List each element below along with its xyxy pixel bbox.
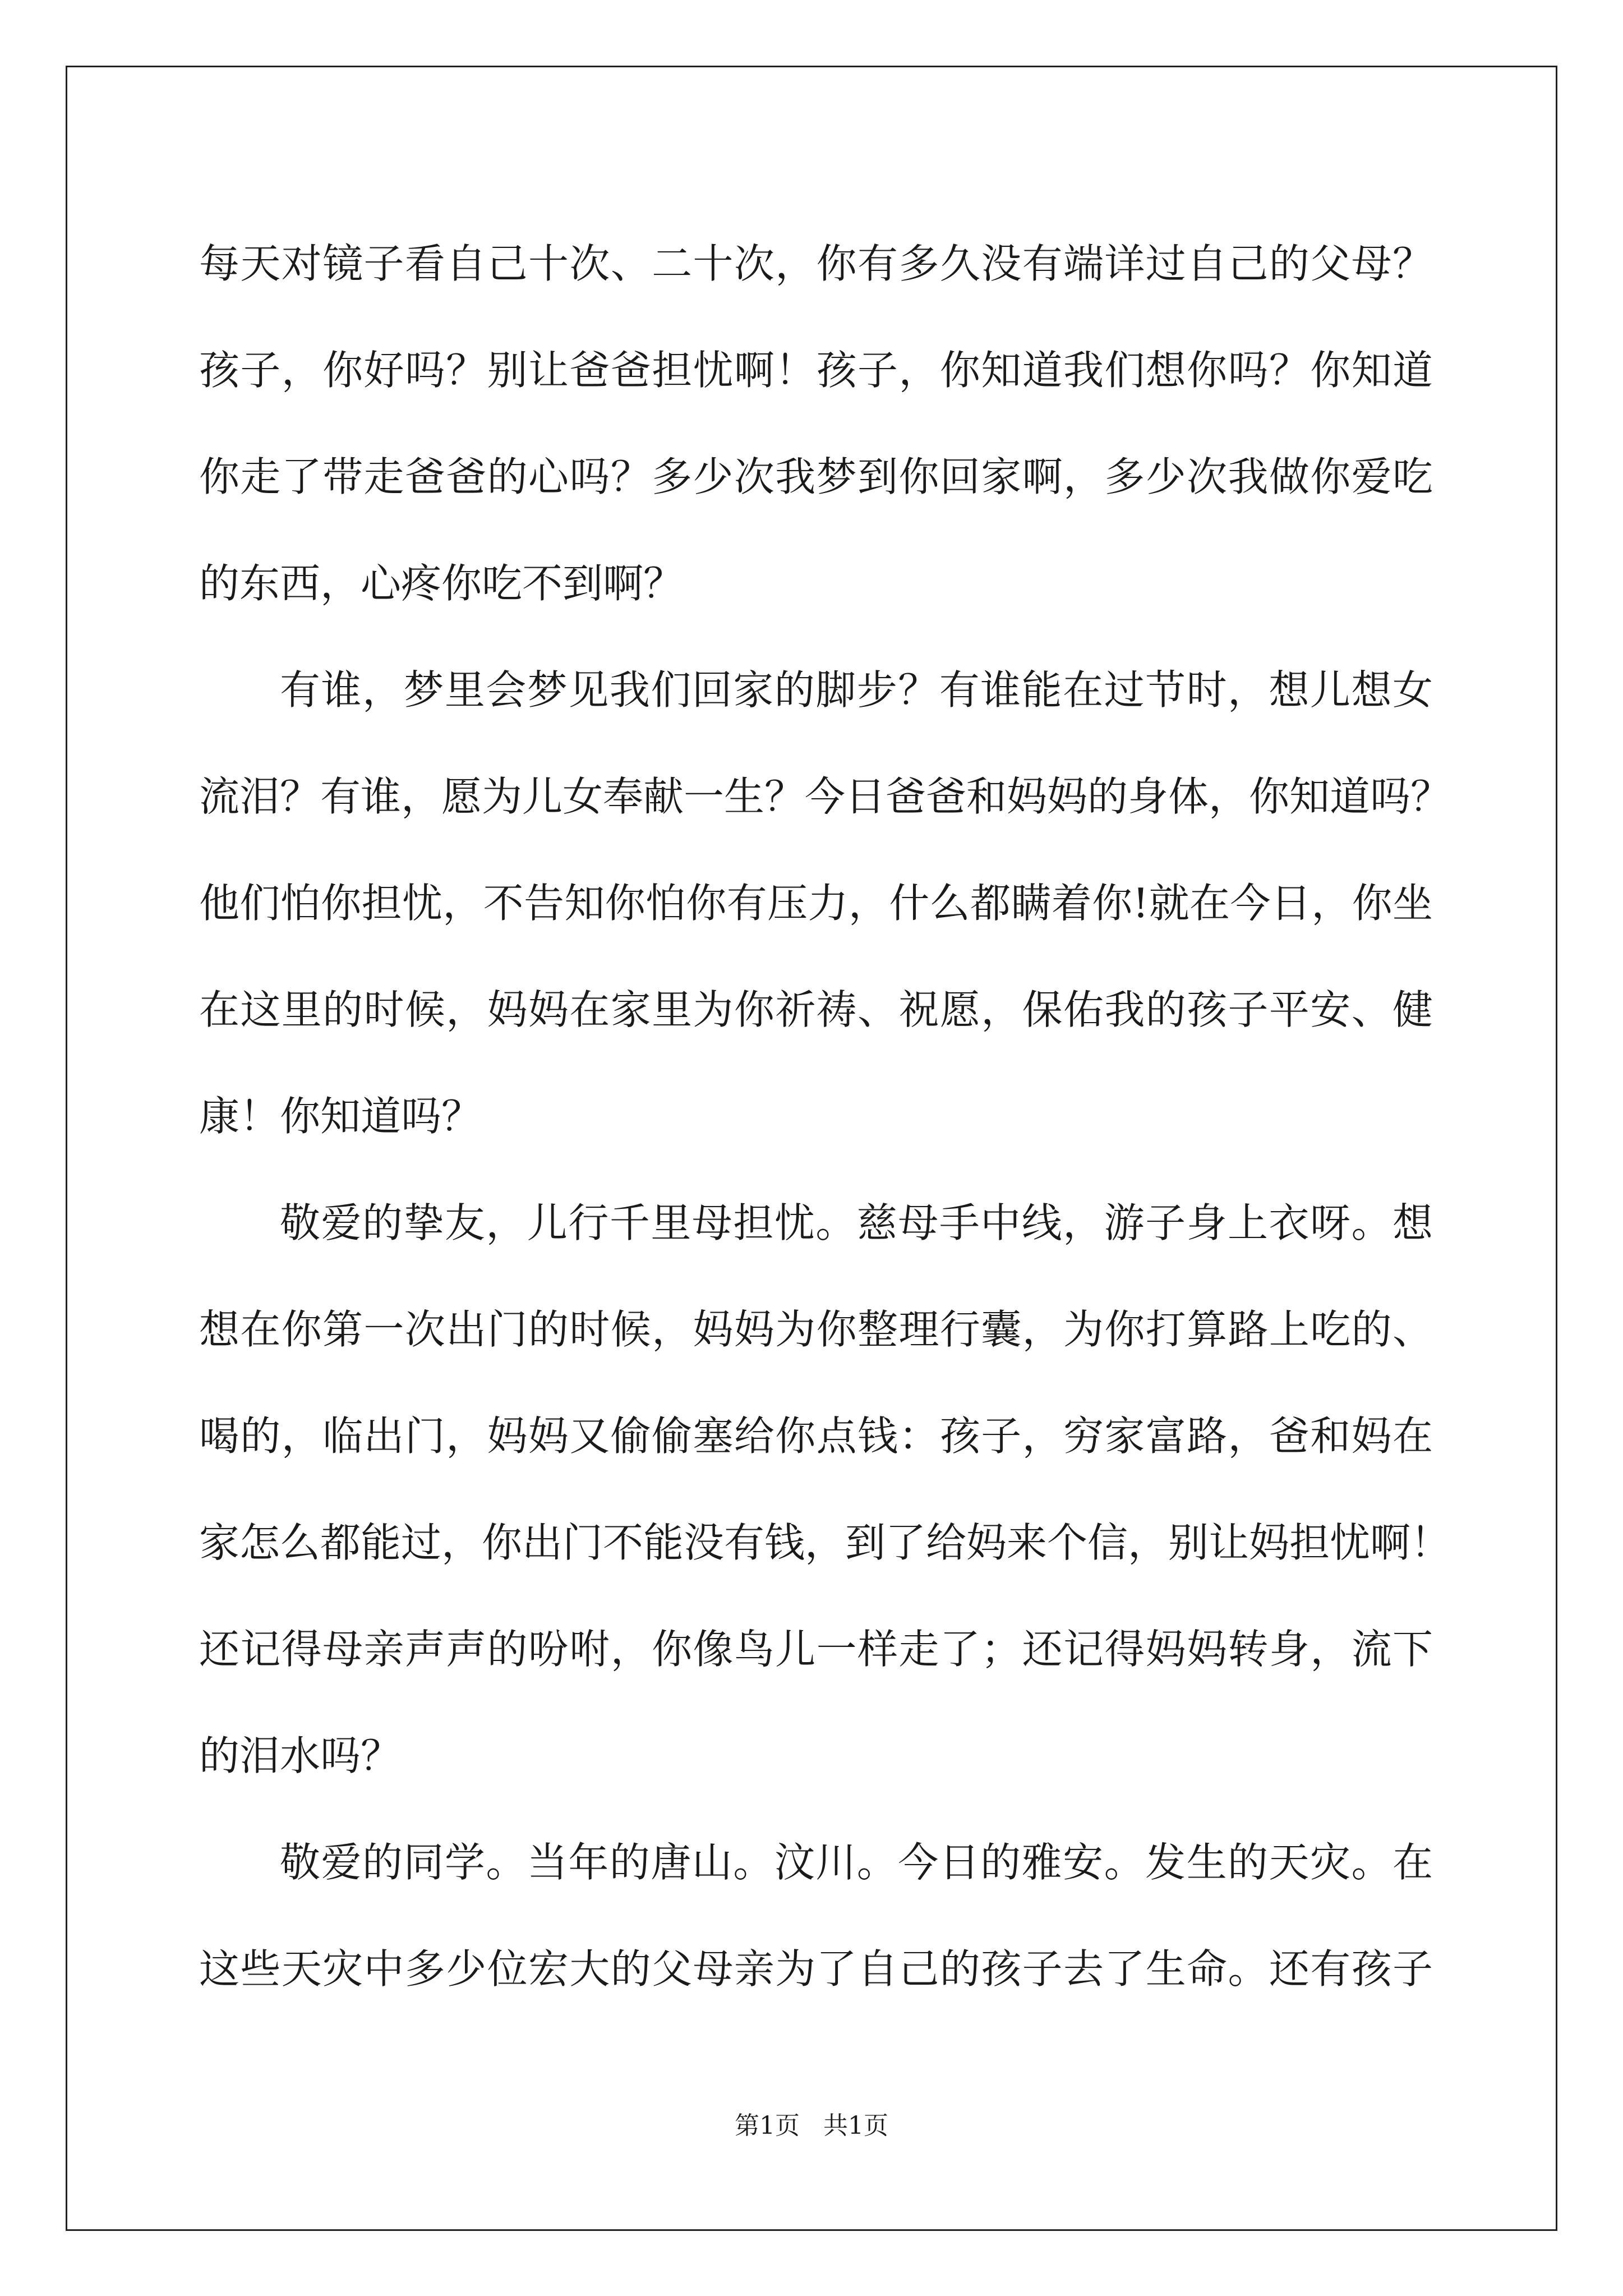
text-line: 孩子，你好吗？别让爸爸担忧啊！孩子，你知道我们想你吗？你知道: [199, 347, 1433, 394]
text-line: 想在你第一次出门的时候，妈妈为你整理行囊，为你打算路上吃的、: [199, 1306, 1433, 1353]
page-footer: [0, 2109, 1623, 2143]
text-line: 在这里的时候，妈妈在家里为你祈祷、祝愿，保佑我的孩子平安、健: [199, 986, 1433, 1033]
document-body: [199, 210, 1451, 2022]
paragraph-first-line: 有谁，梦里会梦见我们回家的脚步？有谁能在过节时，想儿想女: [280, 666, 1433, 714]
text-line: 喝的，临出门，妈妈又偷偷塞给你点钱：孩子，穷家富路，爸和妈在: [199, 1412, 1433, 1460]
text-line: 的东西，心疼你吃不到啊？: [199, 560, 684, 607]
text-line: 康！你知道吗？: [199, 1093, 482, 1140]
text-line: 这些天灾中多少位宏大的父母亲为了自己的孩子去了生命。还有孩子: [199, 1945, 1433, 1993]
page-number-current: 第1页: [735, 2111, 800, 2140]
paragraph-first-line: 敬爱的同学。当年的唐山。汶川。今日的雅安。发生的天灾。在: [280, 1839, 1433, 1886]
text-line: 的泪水吗？: [199, 1732, 402, 1779]
paragraph-first-line: 敬爱的挚友，儿行千里母担忧。慈母手中线，游子身上衣呀。想: [280, 1199, 1433, 1246]
page-number-total: 共1页: [823, 2111, 888, 2140]
text-line: 每天对镜子看自己十次、二十次，你有多久没有端详过自己的父母？: [199, 240, 1433, 287]
text-line: 流泪？有谁，愿为儿女奉献一生？今日爸爸和妈妈的身体，你知道吗？: [199, 773, 1451, 820]
text-line: 你走了带走爸爸的心吗？多少次我梦到你回家啊，多少次我做你爱吃: [199, 453, 1433, 500]
text-line: 还记得母亲声声的吩咐，你像鸟儿一样走了；还记得妈妈转身，流下: [199, 1626, 1433, 1673]
text-line: 他们怕你担忧，不告知你怕你有压力，什么都瞒着你!就在今日，你坐: [199, 880, 1433, 927]
text-line: 家怎么都能过，你出门不能没有钱，到了给妈来个信，别让妈担忧啊！: [199, 1519, 1451, 1566]
